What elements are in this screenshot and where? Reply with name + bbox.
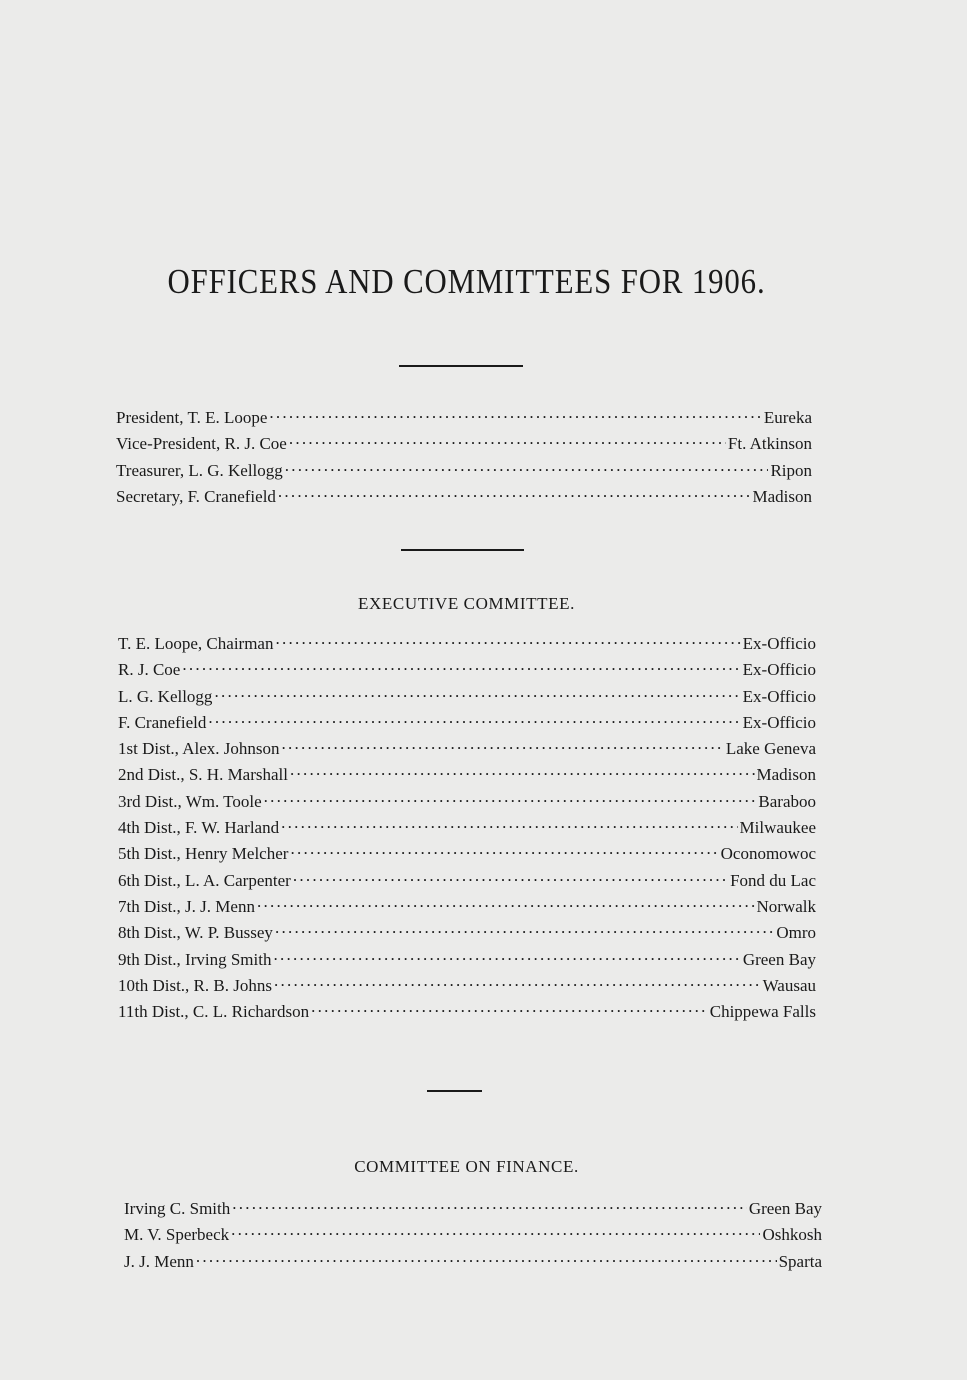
member-name: 11th Dist., C. L. Richardson — [118, 1002, 310, 1022]
dot-leader — [264, 790, 757, 807]
page-title: OFFICERS AND COMMITTEES FOR 1906. — [167, 262, 766, 301]
dot-leader — [269, 406, 761, 423]
member-location: Lake Geneva — [725, 739, 816, 759]
member-location: Norwalk — [756, 896, 816, 916]
list-item — [118, 948, 816, 974]
list-item — [118, 711, 816, 737]
list-item — [116, 485, 812, 511]
member-location: Madison — [756, 765, 816, 785]
member-name: 5th Dist., Henry Melcher — [118, 844, 289, 864]
executive-committee-list — [118, 632, 816, 1026]
list-item — [118, 869, 816, 895]
dot-leader — [273, 948, 740, 965]
list-item — [118, 685, 816, 711]
dot-leader — [311, 1000, 708, 1017]
member-name: 9th Dist., Irving Smith — [118, 949, 272, 969]
list-item — [124, 1223, 822, 1249]
member-location: Sparta — [778, 1251, 822, 1271]
member-name: R. J. Coe — [118, 660, 181, 680]
member-name: 6th Dist., L. A. Carpenter — [118, 870, 291, 890]
list-item — [118, 632, 816, 658]
member-name: 10th Dist., R. B. Johns — [118, 975, 272, 995]
dot-leader — [289, 432, 726, 449]
list-item — [118, 974, 816, 1000]
divider — [427, 1090, 482, 1092]
dot-leader — [257, 895, 755, 912]
member-name: 1st Dist., Alex. Johnson — [118, 739, 280, 759]
dot-leader — [208, 711, 740, 728]
member-location: Wausau — [762, 975, 816, 995]
dot-leader — [231, 1223, 760, 1240]
member-name: J. J. Menn — [124, 1251, 194, 1271]
dot-leader — [196, 1250, 777, 1267]
member-name: Vice-President, R. J. Coe — [116, 434, 287, 454]
member-location: Milwaukee — [739, 818, 816, 838]
dot-leader — [290, 763, 755, 780]
dot-leader — [278, 485, 751, 502]
member-location: Ex-Officio — [742, 660, 816, 680]
list-item — [124, 1250, 822, 1276]
member-name: F. Cranefield — [118, 712, 207, 732]
member-location: Chippewa Falls — [709, 1002, 816, 1022]
dot-leader — [182, 658, 740, 675]
member-name: Irving C. Smith — [124, 1199, 231, 1218]
executive-committee-heading: EXECUTIVE COMMITTEE. — [358, 594, 575, 613]
list-item — [118, 816, 816, 842]
member-name: L. G. Kellogg — [118, 686, 213, 706]
list-item — [118, 1000, 816, 1026]
member-name: 7th Dist., J. J. Menn — [118, 896, 255, 916]
member-name: President, T. E. Loope — [116, 408, 268, 427]
dot-leader — [275, 632, 740, 649]
member-name: 3rd Dist., Wm. Toole — [118, 791, 262, 811]
member-name: 4th Dist., F. W. Harland — [118, 818, 280, 838]
member-name: T. E. Loope, Chairman — [118, 634, 274, 653]
dot-leader — [293, 869, 728, 886]
member-name: M. V. Sperbeck — [124, 1225, 230, 1245]
member-location: Ex-Officio — [742, 634, 816, 653]
member-location: Ex-Officio — [742, 686, 816, 706]
list-item — [118, 895, 816, 921]
member-location: Eureka — [763, 408, 812, 427]
member-location: Green Bay — [748, 1199, 822, 1218]
member-name: Secretary, F. Cranefield — [116, 486, 276, 506]
member-location: Fond du Lac — [730, 870, 816, 890]
list-item — [118, 737, 816, 763]
list-item — [124, 1197, 822, 1223]
list-item — [118, 790, 816, 816]
member-name: Treasurer, L. G. Kellogg — [116, 460, 283, 480]
finance-committee-list — [124, 1197, 822, 1276]
member-location: Madison — [752, 486, 812, 506]
member-location: Ft. Atkinson — [727, 434, 812, 454]
dot-leader — [281, 816, 737, 833]
list-item — [118, 921, 816, 947]
member-name: 8th Dist., W. P. Bussey — [118, 923, 273, 943]
list-item — [118, 842, 816, 868]
dot-leader — [282, 737, 724, 754]
divider — [401, 549, 524, 551]
dot-leader — [285, 459, 769, 476]
member-location: Oconomowoc — [720, 844, 816, 864]
dot-leader — [274, 974, 761, 991]
member-location: Green Bay — [742, 949, 816, 969]
dot-leader — [232, 1197, 747, 1214]
member-location: Ex-Officio — [742, 712, 816, 732]
member-name: 2nd Dist., S. H. Marshall — [118, 765, 288, 785]
list-item — [118, 658, 816, 684]
dot-leader — [275, 921, 774, 938]
divider — [399, 365, 523, 367]
finance-committee-heading: COMMITTEE ON FINANCE. — [354, 1157, 579, 1176]
dot-leader — [214, 685, 740, 702]
list-item — [116, 432, 812, 458]
officers-list — [116, 406, 812, 511]
list-item — [118, 763, 816, 789]
member-location: Omro — [776, 923, 816, 943]
list-item — [116, 459, 812, 485]
dot-leader — [290, 842, 718, 859]
member-location: Ripon — [770, 460, 812, 480]
member-location: Oshkosh — [762, 1225, 822, 1245]
list-item — [116, 406, 812, 432]
member-location: Baraboo — [758, 791, 816, 811]
